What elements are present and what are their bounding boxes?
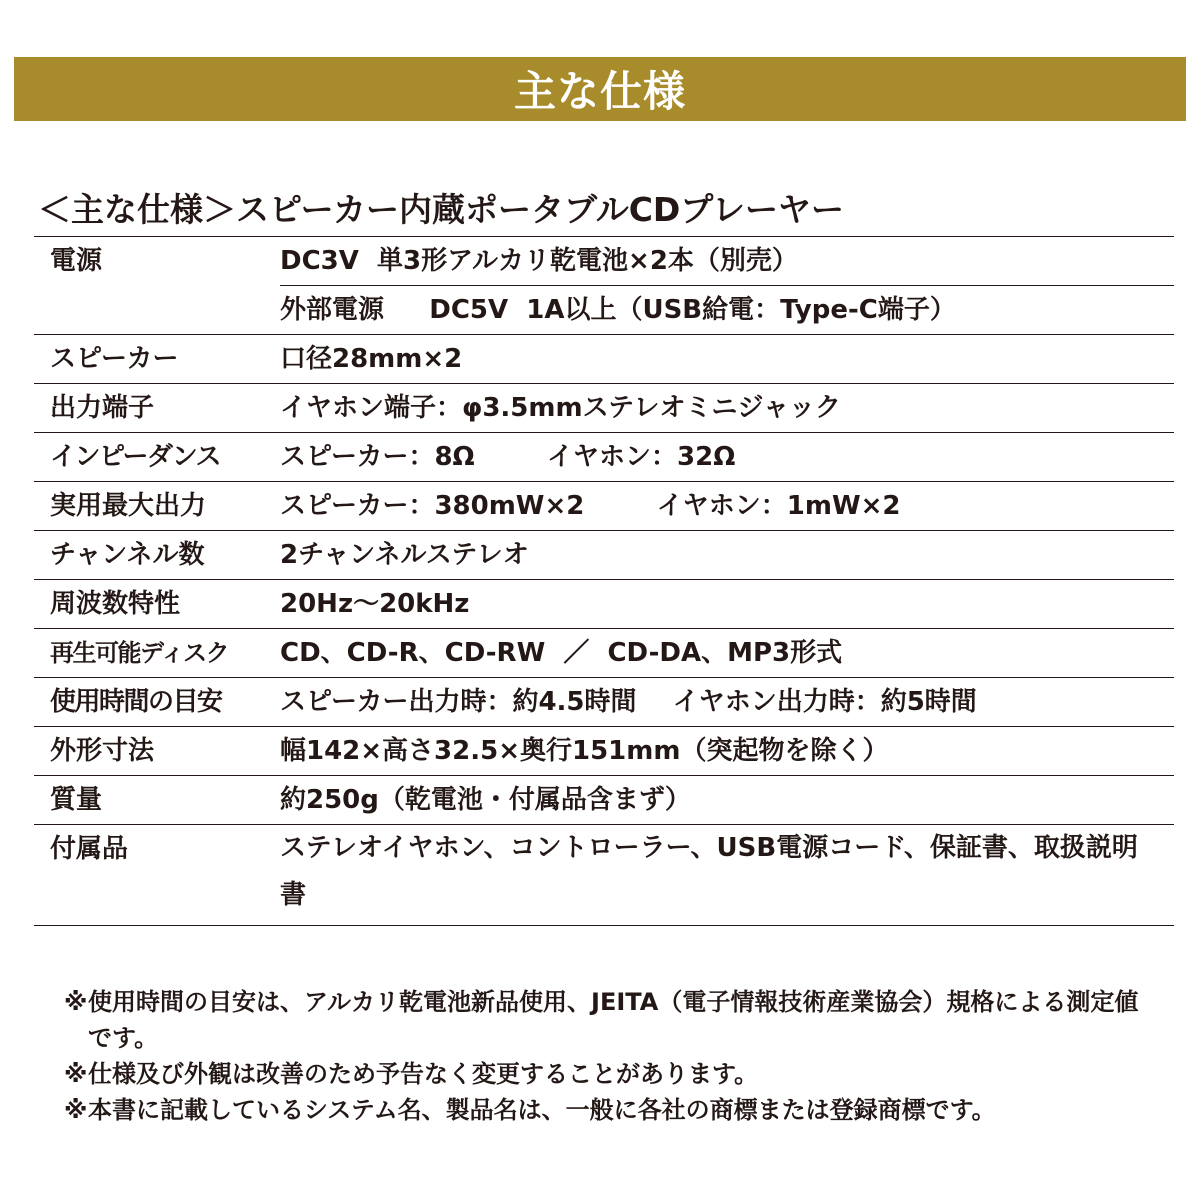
spec-row-accessories	[34, 824, 1174, 925]
spec-label: インピーダンス	[50, 442, 220, 472]
spec-value: スピーカー出力時：約4.5時間 イヤホン出力時：約5時間	[280, 687, 977, 717]
spec-value: 幅142×高さ32.5×奥行151mm（突起物を除く）	[280, 736, 889, 766]
spec-values	[280, 237, 1174, 334]
spec-row-output	[34, 383, 1174, 432]
spec-row-power	[34, 237, 1174, 334]
note-mark: ※	[64, 1060, 88, 1088]
footnotes	[64, 984, 1154, 1128]
spec-label: 外形寸法	[50, 736, 155, 766]
spec-label: 周波数特性	[50, 589, 181, 619]
spec-subtitle: ＜主な仕様＞スピーカー内蔵ポータブルCDプレーヤー	[38, 190, 844, 229]
spec-value: 2チャンネルステレオ	[280, 540, 529, 570]
spec-row-frequency	[34, 579, 1174, 628]
footnote-text: 使用時間の目安は、アルカリ乾電池新品使用、JEITA（電子情報技術産業協会）規格による測定値です。	[88, 988, 1139, 1052]
spec-label: チャンネル数	[50, 540, 205, 570]
spec-row-channels	[34, 530, 1174, 579]
spec-value: スピーカー：380mW×2 イヤホン：1mW×2	[280, 491, 901, 521]
note-mark: ※	[64, 988, 88, 1016]
spec-label: 再生可能ディスク	[50, 639, 229, 667]
spec-row-discs	[34, 628, 1174, 677]
footnote-text: 本書に記載しているシステム名、製品名は、一般に各社の商標または登録商標です。	[88, 1096, 996, 1124]
spec-value: 口径28mm×2	[280, 344, 463, 374]
spec-label: 使用時間の目安	[50, 687, 222, 717]
spec-value: イヤホン端子：φ3.5mmステレオミニジャック	[280, 393, 842, 423]
footnote	[64, 1092, 1154, 1128]
spec-label: 付属品	[50, 834, 129, 864]
spec-row-max-output	[34, 481, 1174, 530]
spec-value: DC3V 単3形アルカリ乾電池×2本（別売）	[280, 246, 798, 276]
spec-label: 出力端子	[50, 393, 155, 423]
spec-value: 約250g（乾電池・付属品含まず）	[280, 785, 691, 815]
footnote	[64, 984, 1154, 1056]
spec-value: 20Hz～20kHz	[280, 589, 470, 619]
page-title: 主な仕様	[513, 67, 686, 116]
spec-row-dimensions	[34, 726, 1174, 775]
spec-value: スピーカー：8Ω イヤホン：32Ω	[280, 442, 736, 472]
spec-row-speaker	[34, 334, 1174, 383]
note-mark: ※	[64, 1096, 88, 1124]
footnote-text: 仕様及び外観は改善のため予告なく変更することがあります。	[88, 1060, 759, 1088]
spec-value: ステレオイヤホン、コントローラー、USB電源コード、保証書、取扱説明書	[280, 833, 1138, 910]
spec-label: 電源	[50, 246, 103, 276]
spec-row-usage-time	[34, 677, 1174, 726]
spec-label: 実用最大出力	[50, 491, 207, 521]
spec-table	[34, 236, 1174, 926]
footnote	[64, 1056, 1154, 1092]
spec-label: 質量	[50, 785, 103, 815]
spec-label: スピーカー	[50, 344, 179, 374]
spec-value: CD、CD-R、CD-RW ／ CD-DA、MP3形式	[280, 638, 843, 668]
header-banner	[14, 57, 1186, 121]
spec-row-impedance	[34, 432, 1174, 481]
spec-row-weight	[34, 775, 1174, 824]
spec-value: 外部電源 DC5V 1A以上（USB給電：Type-C端子）	[280, 285, 1174, 334]
